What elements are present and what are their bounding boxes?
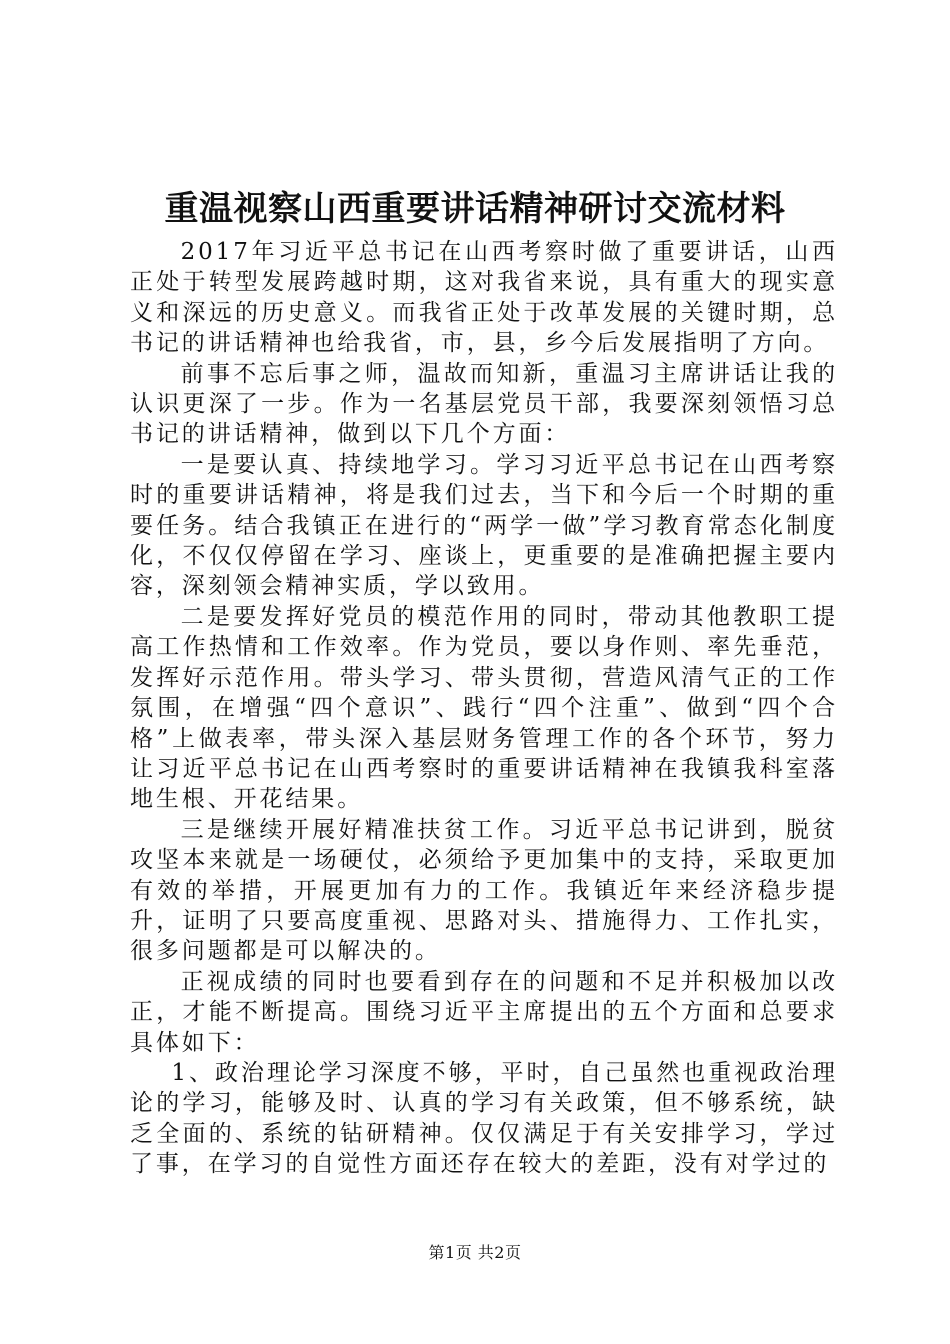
document-body [130, 237, 838, 1180]
paragraph-review: 前事不忘后事之师，温故而知新，重温习主席讲话让我的认识更深了一步。作为一名基层党员干部，我要深刻领悟习总书记的讲话精神，做到以下几个方面： [130, 360, 838, 448]
page-number-footer: 第1页 共2页 [428, 1243, 522, 1262]
paragraph-point-one: 一是要认真、持续地学习。学习习近平总书记在山西考察时的重要讲话精神，将是我们过去，当下和今后一个时期的重要任务。结合我镇正在进行的“两学一做”学习教育常态化制度化，不仅仅停留在学习、座谈上，更重要的是准确把握主要内容，深刻领会精神实质，学以致用。 [130, 451, 838, 600]
paragraph-point-two: 二是要发挥好党员的模范作用的同时，带动其他教职工提高工作热情和工作效率。作为党员，要以身作则、率先垂范，发挥好示范作用。带头学习、带头贯彻，营造风清气正的工作氛围，在增强“四个意识”、践行“四个注重”、做到“四个合格”上做表率，带头深入基层财务管理工作的各个环节，努力让习近平总书记在山西考察时的重要讲话精神在我镇我科室落地生根、开花结果。 [130, 603, 838, 813]
paragraph-problems-intro: 正视成绩的同时也要看到存在的问题和不足并积极加以改正，才能不断提高。围绕习近平主席提出的五个方面和总要求具体如下： [130, 968, 838, 1056]
document-title: 重温视察山西重要讲话精神研讨交流材料 [164, 189, 786, 229]
paragraph-point-three: 三是继续开展好精准扶贫工作。习近平总书记讲到，脱贫攻坚本来就是一场硬仗，必须给予更加集中的支持，采取更加有效的举措，开展更加有力的工作。我镇近年来经济稳步提升，证明了只要高度重视、思路对头、措施得力、工作扎实，很多问题都是可以解决的。 [130, 816, 838, 965]
paragraph-intro: 2017年习近平总书记在山西考察时做了重要讲话，山西正处于转型发展跨越时期，这对我省来说，具有重大的现实意义和深远的历史意义。而我省正处于改革发展的关键时期，总书记的讲话精神也给我省，市，县，乡今后发展指明了方向。 [130, 239, 838, 357]
paragraph-problem-one: 1、政治理论学习深度不够，平时，自己虽然也重视政治理论的学习，能够及时、认真的学习有关政策，但不够系统，缺乏全面的、系统的钻研精神。仅仅满足于有关安排学习，学过了事，在学习的自觉性方面还存在较大的差距，没有对学过的 [130, 1059, 838, 1178]
